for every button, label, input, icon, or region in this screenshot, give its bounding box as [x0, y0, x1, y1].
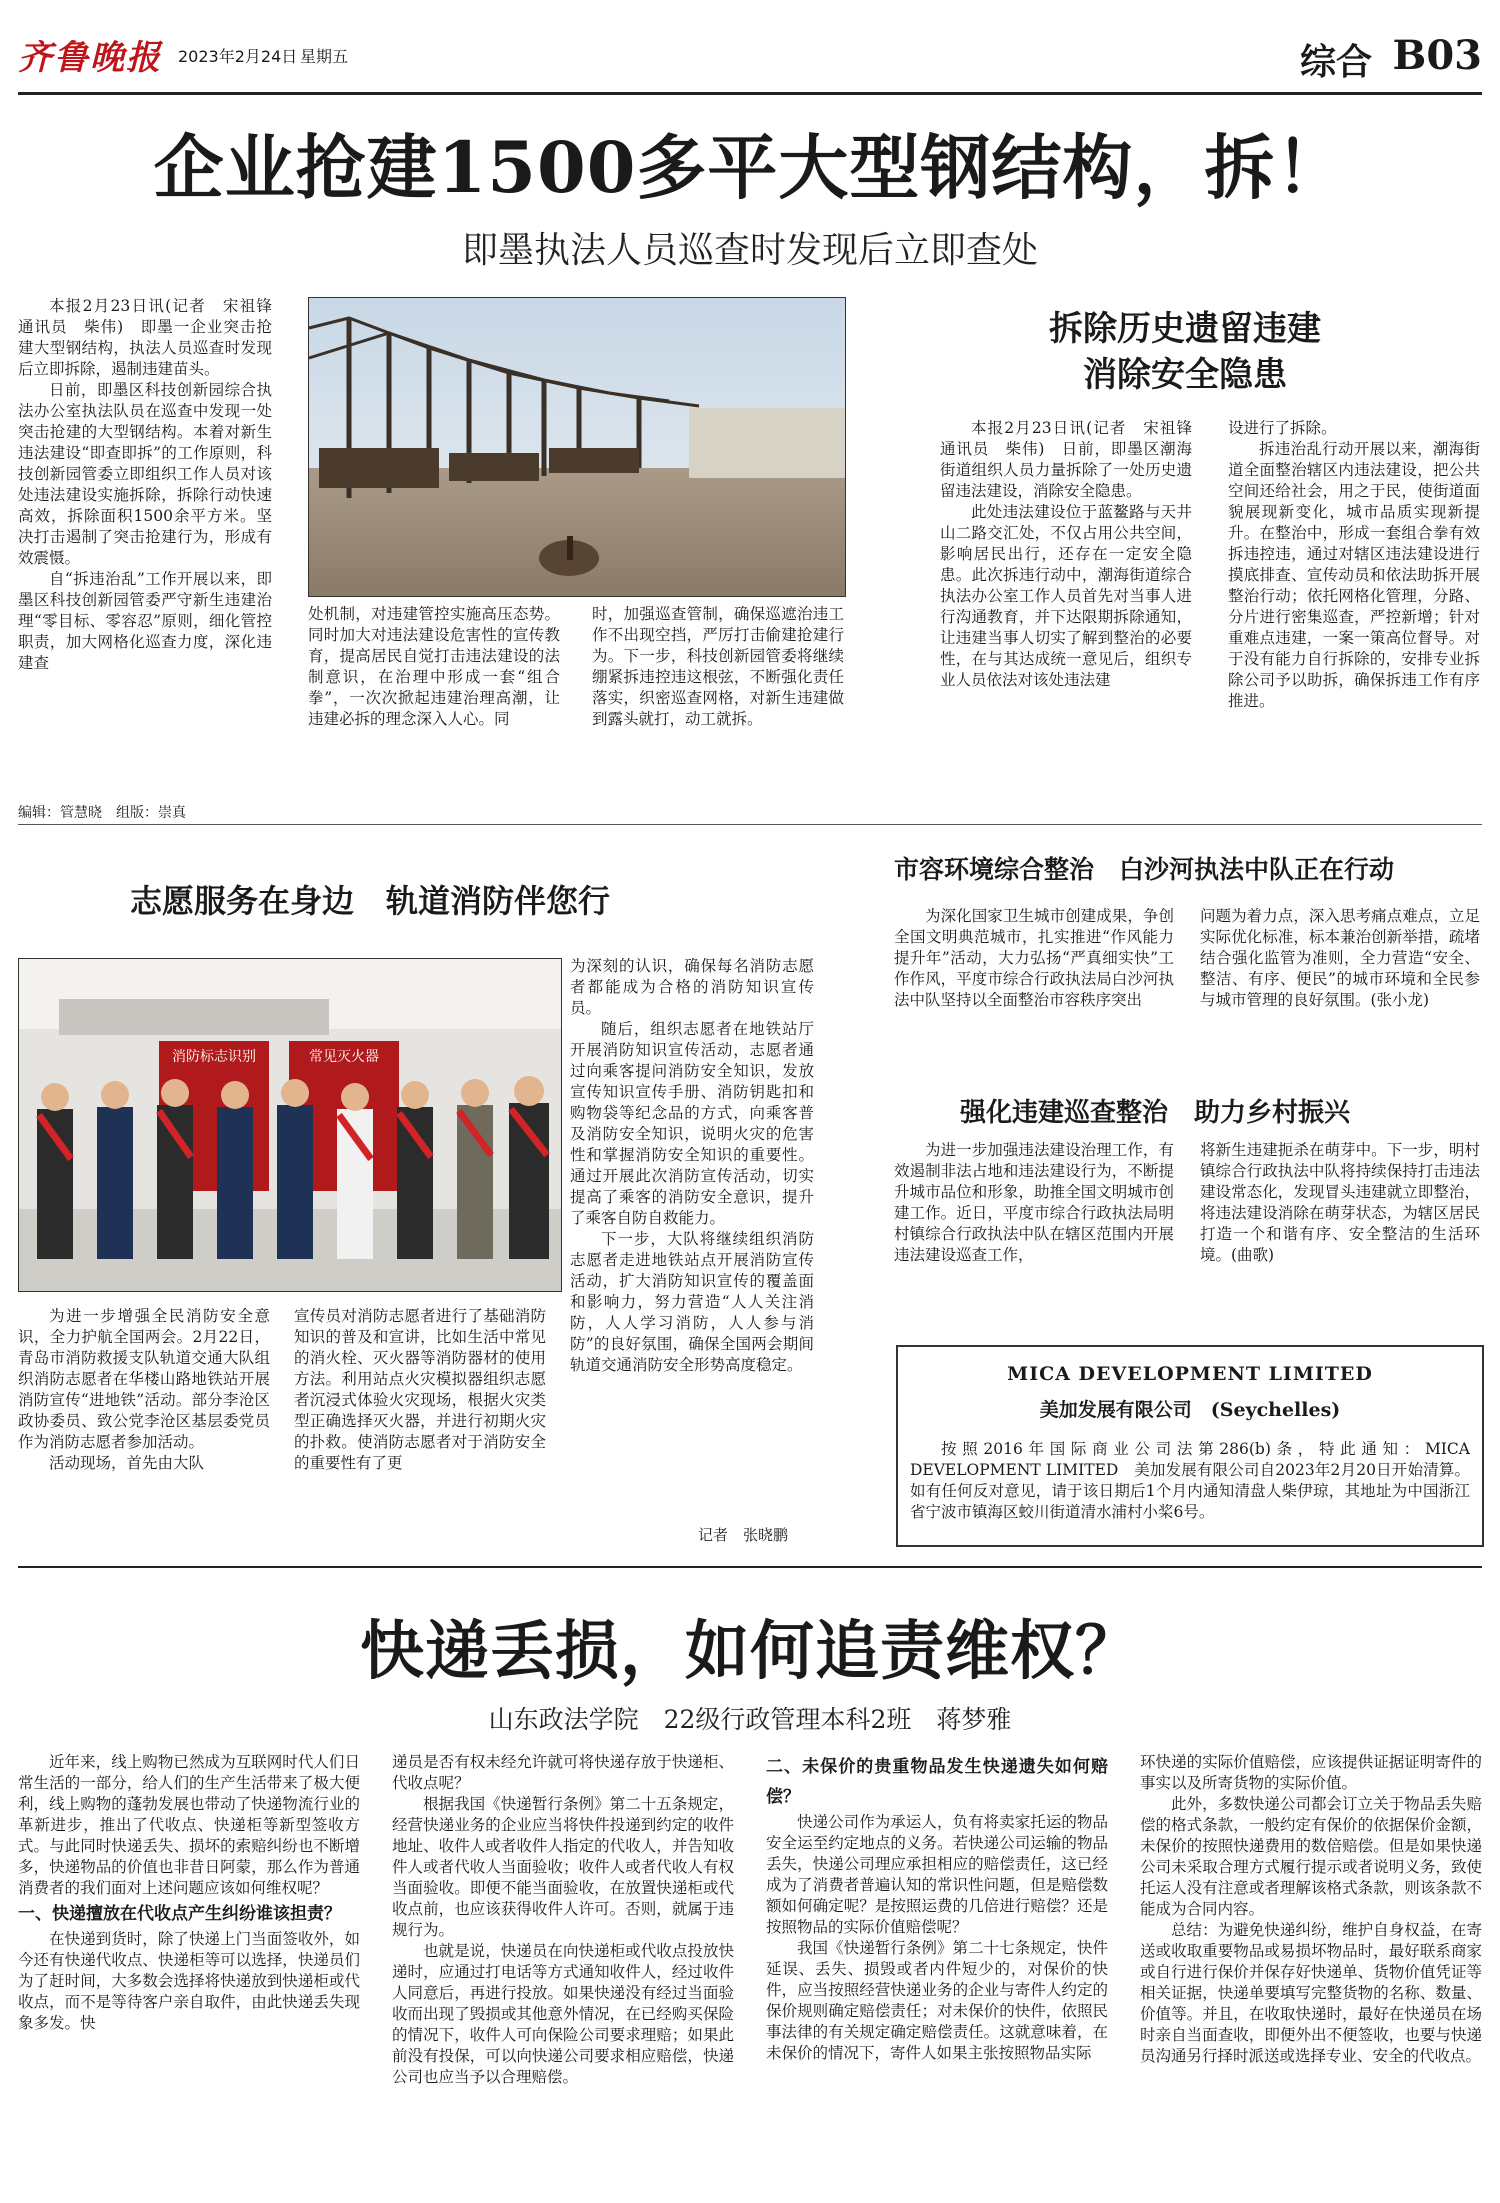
- paragraph: 本报2月23日讯(记者 宋祖锋 通讯员 柴伟) 日前，即墨区潮海街道组织人员力量拆除了一处历史遗留违法建设，消除安全隐患。: [940, 419, 1208, 500]
- paragraph: 将新生违建扼杀在萌芽中。下一步，明村镇综合行政执法中队将持续保持打击违法建设常态化，发现冒头违建就立即整治，将违法建设消除在萌芽状态，为辖区居民打造一个和谐有序、安全整洁的生活环境。(曲歌): [1200, 1141, 1480, 1264]
- paragraph: 此外，多数快递公司都会订立关于物品丢失赔偿的格式条款，一般约定有保价的依据保价金额，未保价的按照快递费用的数倍赔偿。但是如果快递公司未采取合理方式履行提示或者说明义务，致使托运人没有注意或者理解该格式条款，则该条款不能成为合同内容。: [1140, 1795, 1482, 1918]
- story5-headline: 强化违建巡查整治 助力乡村振兴: [960, 1098, 1351, 1128]
- paragraph: 也就是说，快递员在向快递柜或代收点投放快递时，应通过打电话等方式通知收件人，经过收件人同意后，再进行投放。如果快递没有经过当面验收而出现了毁损或其他意外情况，在已经购买保险的情况下，收件人可向保险公司要求理赔；如果此前没有投保，可以向快递公司要求相应赔偿，快递公司也应当予以合理赔偿。: [392, 1942, 734, 2086]
- paragraph: 拆违治乱行动开展以来，潮海街道全面整治辖区内违法建设，把公共空间还给社会，用之于民，使街道面貌展现新变化，城市品质实现新提升。在整治中，形成一套组合拳有效拆违控违，通过对辖区违法建设进行摸底排查、宣传动员和依法助拆开展整治行动；依托网格化管理，分路、分片进行密集巡查，严控新增；针对重难点违建，一案一策高位督导。对于没有能力自行拆除的，安排专业拆除公司予以助拆，确保拆违工作有序推进。: [1228, 440, 1480, 710]
- story1-headline: 企业抢建1500多平大型钢结构，拆！: [153, 126, 1347, 209]
- paragraph: 本报2月23日讯(记者 宋祖锋 通讯员 柴伟) 即墨一企业突击抢建大型钢结构，执法人员巡查时发现后立即拆除，遏制违建苗头。: [18, 297, 288, 378]
- story6-section2-heading: 二、未保价的贵重物品发生快递遗失如何赔偿？: [766, 1757, 1108, 1807]
- photo-sign-text-2: 常见灭火器: [309, 1049, 379, 1065]
- notice-title-en: MICA DEVELOPMENT LIMITED: [1007, 1363, 1373, 1385]
- paragraph: 下一步，大队将继续组织消防志愿者走进地铁站点开展消防宣传活动，扩大消防知识宣传的覆盖面和影响力，努力营造“人人关注消防，人人学习消防，人人参与消防”的良好氛围，确保全国两会期间轨道交通消防安全形势高度稳定。: [570, 1230, 814, 1374]
- notice-body: [910, 1439, 1470, 1539]
- steel-structure-illustration: [309, 298, 845, 596]
- masthead-rule: [18, 92, 1482, 95]
- story4-headline: 市容环境综合整治 白沙河执法中队正在行动: [894, 855, 1395, 884]
- story1-col1: [18, 296, 288, 764]
- paragraph: 快递公司作为承运人，负有将卖家托运的物品安全运至约定地点的义务。若快递公司运输的物品丢失，快递公司理应承担相应的赔偿责任，这已经成为了消费者普遍认知的常识性问题，但是赔偿数额如何确定呢？是按照运费的几倍进行赔偿？还是按照物品的实际价值赔偿呢？: [766, 1813, 1108, 1936]
- story3-col2: [294, 1306, 546, 1546]
- story2-headline: [950, 306, 1420, 398]
- legal-notice-box: [896, 1345, 1484, 1547]
- steel-structure-photo: [308, 297, 846, 597]
- story1-col3: [592, 604, 844, 766]
- story5-col1: [894, 1140, 1174, 1308]
- paragraph: 自“拆违治乱”工作开展以来，即墨区科技创新园管委严守新生违建治理“零目标、零容忍”原则，细化管控职责，加大网格化巡查力度，深化违建查: [18, 570, 272, 672]
- story6-author: 山东政法学院 22级行政管理本科2班 蒋梦雅: [488, 1705, 1012, 1734]
- story6-headline: 快递丢损，如何追责维权？: [360, 1614, 1140, 1689]
- paragraph: 环快递的实际价值赔偿，应该提供证据证明寄件的事实以及所寄货物的实际价值。: [1140, 1753, 1482, 1792]
- paragraph: 活动现场，首先由大队: [49, 1454, 205, 1472]
- paragraph: 为深刻的认识，确保每名消防志愿者都能成为合格的消防知识宣传员。: [570, 957, 814, 1017]
- paragraph: 在快递到货时，除了快递上门当面签收外，如今还有快递代收点、快递柜等可以选择，快递员们为了赶时间，大多数会选择将快递放到快递柜或代收点，而不是等待客户亲自取件，由此快递丢失现象多发。快: [18, 1930, 360, 2032]
- paragraph: 日前，即墨区科技创新园综合执法办公室执法队员在巡查中发现一处突击抢建的大型钢结构。本着对新生违法建设“即查即拆”的工作原则，科技创新园管委立即组织工作人员对该处违法建设实施拆除，拆除行动快速高效，拆除面积1500余平方米。坚决打击遏制了突击抢建行为，形成有效震慑。: [18, 381, 272, 567]
- section-divider-2: [18, 1566, 1482, 1568]
- paragraph: 处机制，对违建管控实施高压态势。同时加大对违法建设危害性的宣传教育，提高居民自觉打击违法建设的法制意识，在治理中形成一套“组合拳”，一次次掀起违建治理高潮，让违建必拆的理念深入人心。同: [308, 605, 560, 728]
- story6-section1-heading: 一、快递擅放在代收点产生纠纷谁该担责？: [18, 1904, 341, 1924]
- paragraph: 此处违法建设位于蓝鳌路与天井山二路交汇处，不仅占用公共空间，影响居民出行，还存在一定安全隐患。此次拆违行动中，潮海街道综合执法办公室工作人员首先对当事人进行沟通教育，并下达限期拆除通知，让违建当事人切实了解到整治的必要性，在与其达成统一意见后，组织专业人员依法对该处违法建: [940, 503, 1192, 689]
- story3-byline: 记者 张晓鹏: [698, 1526, 789, 1544]
- story3-headline: 志愿服务在身边 轨道消防伴您行: [130, 882, 611, 920]
- paragraph: 时，加强巡查管制，确保巡遮治违工作不出现空挡，严厉打击偷建抢建行为。下一步，科技创新园管委将继续绷紧拆违控违这根弦，不断强化责任落实，织密巡查网格，对新生违建做到露头就打，动工就拆。: [592, 605, 844, 728]
- story2-col1: [940, 418, 1208, 766]
- story4-col1: [894, 906, 1174, 1042]
- paragraph: 为进一步加强违法建设治理工作，有效遏制非法占地和违法建设行为，不断提升城市品位和形象，助推全国文明城市创建工作。近日，平度市综合行政执法局明村镇综合行政执法中队在辖区范围内开展违法建设巡查工作，: [894, 1141, 1174, 1264]
- paragraph: 根据我国《快递暂行条例》第二十五条规定，经营快递业务的企业应当将快件投递到约定的收件地址、收件人或者收件人指定的代收人，并告知收件人或者代收人当面验收；收件人或者代收人有权当面验收。即便不能当面验收，在放置快递柜或代收点前，也应该获得收件人许可。否则，就属于违规行为。: [392, 1795, 734, 1939]
- paragraph: 总结：为避免快递纠纷，维护自身权益，在寄送或收取重要物品或易损坏物品时，最好联系商家或自行进行保价并保存好快递单、货物价值凭证等相关证据，快递单要填写完整货物的名称、数量、价值等。并且，在收取快递时，最好在快递员在场时亲自当面查收，即便外出不便签收，也要与快递员沟通另行择时派送或选择专业、安全的代收点。: [1140, 1921, 1482, 2065]
- section-divider: [18, 824, 1482, 825]
- story2-headline-line2: 消除安全隐患: [1083, 355, 1287, 395]
- paragraph: 递员是否有权未经允许就可将快递存放于快递柜、代收点呢？: [392, 1753, 734, 1792]
- paragraph: 近年来，线上购物已然成为互联网时代人们日常生活的一部分，给人们的生产生活带来了极大便利，线上购物的蓬勃发展也带动了快递物流行业的革新进步，推出了代收点、快递柜等新型签收方式。与此同时快递丢失、损坏的索赔纠纷也不断增多，快递物品的价值也非昔日阿蒙，那么作为普通消费者的我们面对上述问题应该如何维权呢？: [18, 1753, 360, 1897]
- notice-title-cn: 美加发展有限公司 (Seychelles): [1039, 1399, 1341, 1421]
- issue-weekday: 星期五: [300, 47, 349, 66]
- paragraph: 设进行了拆除。: [1228, 419, 1337, 437]
- section-name: 综合: [1299, 41, 1372, 83]
- story3-col1: [18, 1306, 270, 1546]
- story5-col2: [1200, 1140, 1480, 1308]
- story6-col3: [766, 1752, 1108, 2192]
- volunteers-photo: [18, 958, 562, 1292]
- masthead: [18, 22, 1482, 92]
- story2-headline-line1: 拆除历史遗留违建: [1049, 309, 1321, 349]
- volunteers-illustration: [19, 959, 561, 1291]
- photo-sign-text: 消防标志识别: [172, 1049, 256, 1065]
- page-number: B03: [1392, 32, 1482, 79]
- story1-col2: [308, 604, 560, 766]
- story2-col2: [1228, 418, 1480, 766]
- newspaper-logo: 齐鲁晚报: [18, 38, 162, 78]
- paragraph: 为进一步增强全民消防安全意识，全力护航全国两会。2月22日，青岛市消防救援支队轨道交通大队组织消防志愿者在华楼山路地铁站开展消防宣传“进地铁”活动。部分李沧区政协委员、致公党李沧区基层委党员作为消防志愿者参加活动。: [18, 1307, 270, 1451]
- paragraph: 宣传员对消防志愿者进行了基础消防知识的普及和宣讲，比如生活中常见的消火栓、灭火器等消防器材的使用方法。利用站点火灾模拟器组织志愿者沉浸式体验火灾现场，根据火灾类型正确选择灭火器，并进行初期火灾的扑救。使消防志愿者对于消防安全的重要性有了更: [294, 1307, 546, 1472]
- issue-date: 2023年2月24日: [178, 47, 298, 66]
- paragraph: 我国《快递暂行条例》第二十七条规定，快件延误、丢失、损毁或者内件短少的，对保价的快件，应当按照经营快递业务的企业与寄件人约定的保价规则确定赔偿责任；对未保价的快件，依照民事法律的有关规定确定赔偿责任。这就意味着，在未保价的情况下，寄件人如果主张按照物品实际: [766, 1939, 1108, 2062]
- paragraph: 随后，组织志愿者在地铁站厅开展消防知识宣传活动，志愿者通过向乘客提问消防安全知识，发放宣传知识宣传手册、消防钥匙扣和购物袋等纪念品的方式，向乘客普及消防安全知识，说明火灾的危害性和掌握消防安全知识的重要性。通过开展此次消防宣传活动，切实提高了乘客的消防安全意识，提升了乘客自防自救能力。: [570, 1020, 814, 1227]
- story6-col4: [1140, 1752, 1482, 2192]
- paragraph: 按照2016年国际商业公司法第286(b)条，特此通知：MICA DEVELOPMENT LIMITED 美加发展有限公司自2023年2月20日开始清算。如有任何反对意见，请于该日期后1个月内通知清盘人柴伊琼，其地址为中国浙江省宁波市镇海区蛟川街道清水浦村小桨6号。: [910, 1440, 1470, 1521]
- paragraph: 为深化国家卫生城市创建成果，争创全国文明典范城市，扎实推进“作风能力提升年”活动，大力弘扬“严真细实快”工作作风，平度市综合行政执法局白沙河执法中队坚持以全面整治市容秩序突出: [894, 907, 1174, 1009]
- story4-col2: [1200, 906, 1480, 1042]
- paragraph: 问题为着力点，深入思考痛点难点，立足实际优化标准，标本兼治创新举措，疏堵结合强化监管为准则，全力营造“安全、整洁、有序、便民”的城市环境和全民参与城市管理的良好氛围。(张小龙): [1200, 907, 1480, 1009]
- story6-col2: [392, 1752, 734, 2192]
- story3-col3: [570, 956, 814, 1520]
- story6-col1: [18, 1752, 360, 2192]
- story1-subhead: 即墨执法人员巡查时发现后立即查处: [461, 230, 1038, 271]
- editor-credit: 编辑：管慧晓 组版：崇真: [18, 805, 186, 821]
